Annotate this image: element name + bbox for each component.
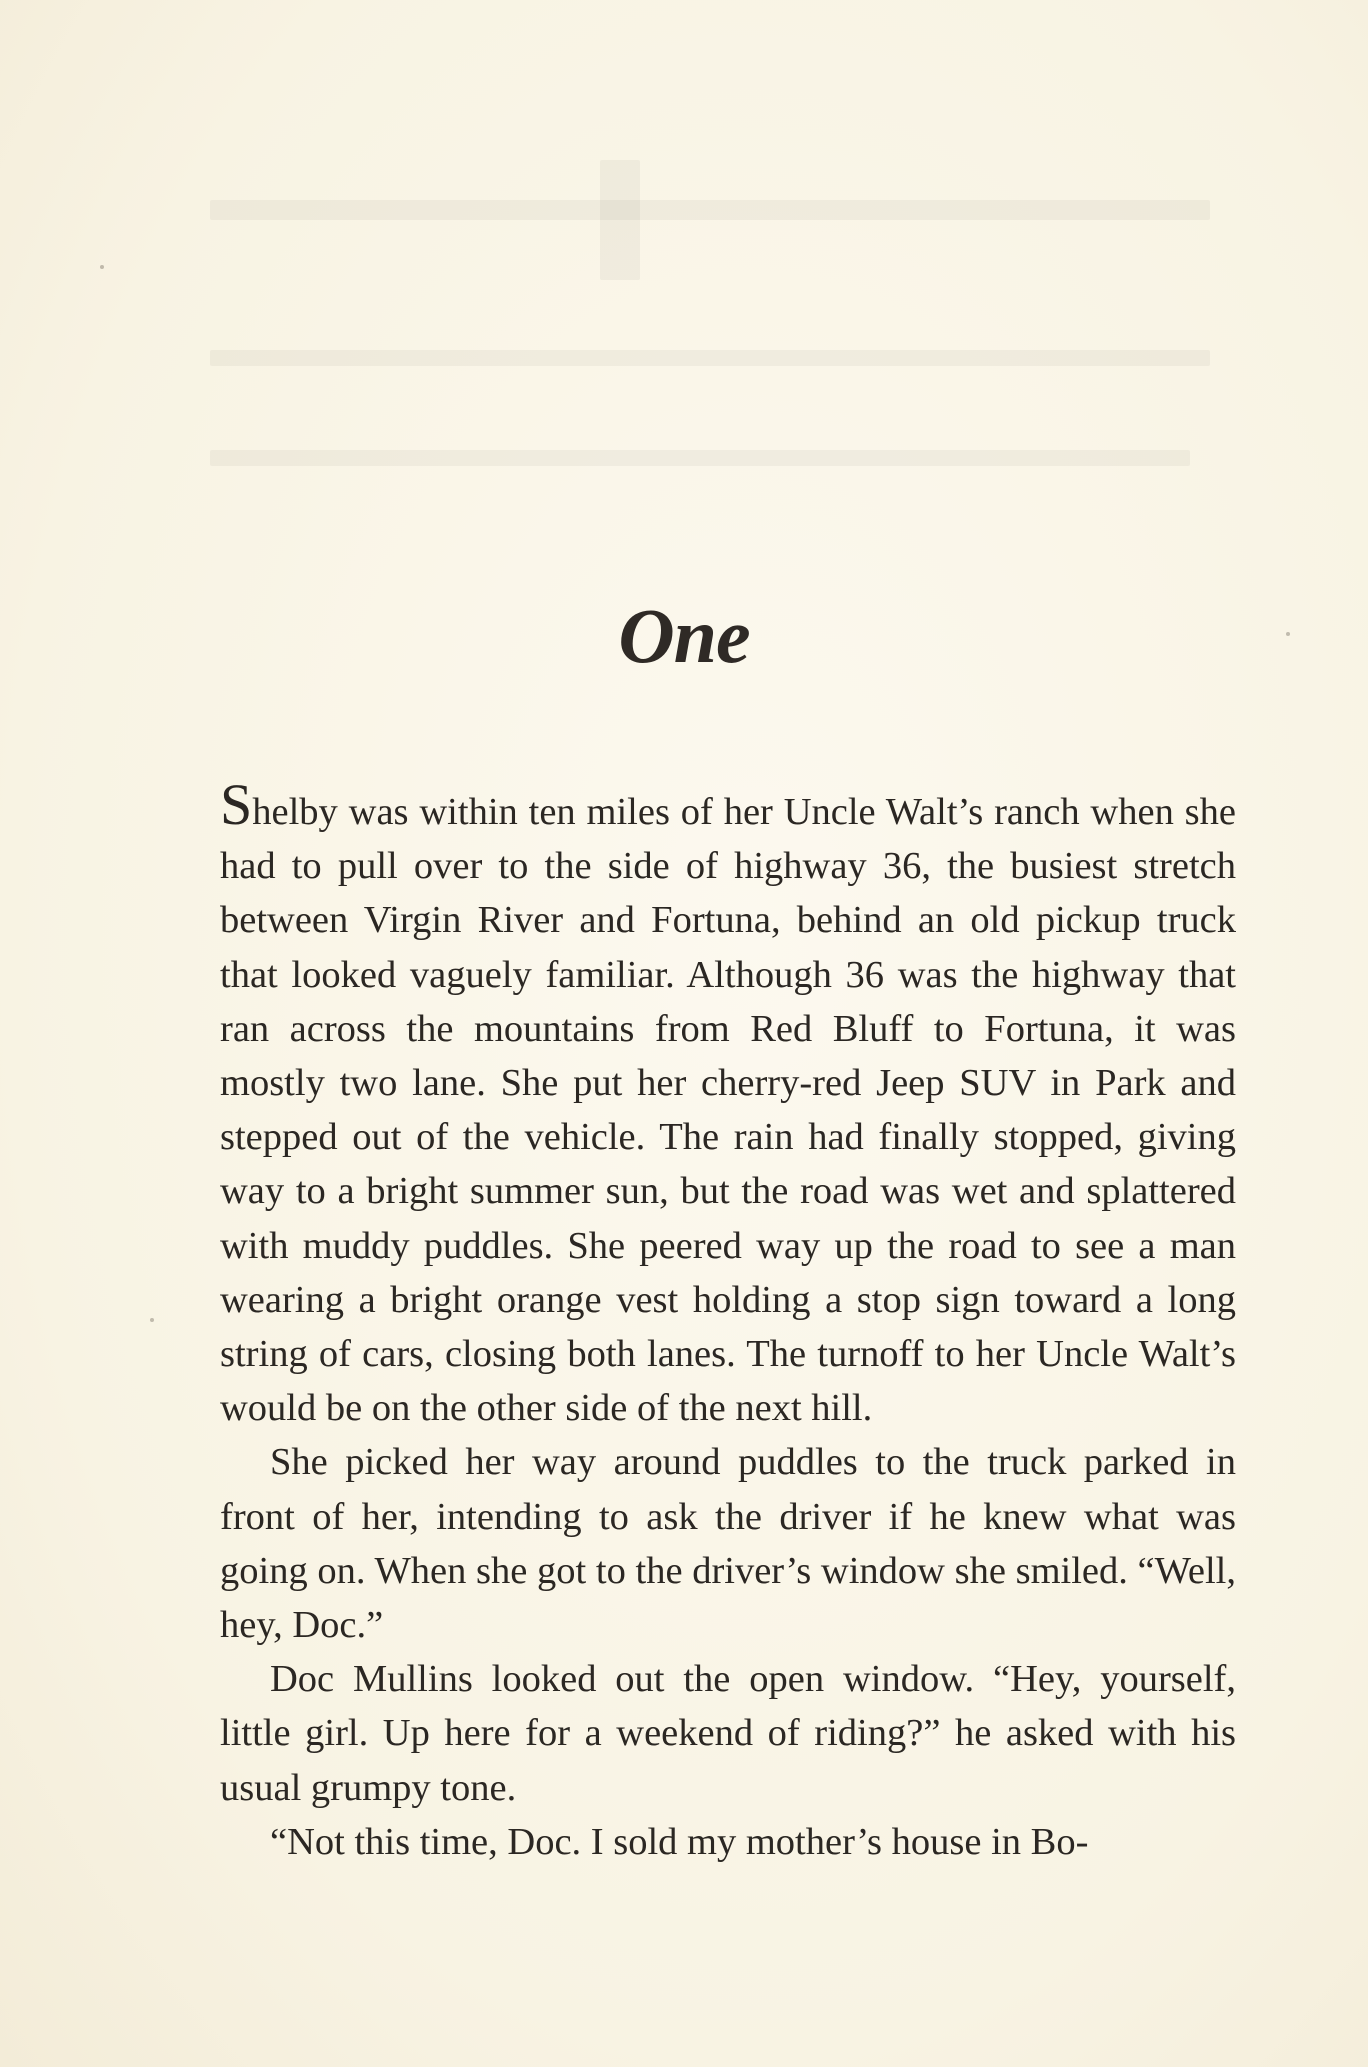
chapter-title: One (618, 592, 750, 680)
paragraph-3: Doc Mullins looked out the open window. “Hey, yourself, little girl. Up here for a weekend of riding?” he asked with his usual grumpy tone. (220, 1658, 1236, 1809)
show-through-mark (210, 450, 1190, 466)
paragraph-1 (220, 772, 1236, 1435)
paper-speck (150, 1318, 154, 1322)
show-through-mark (210, 350, 1210, 366)
chapter-body (220, 772, 1236, 1869)
paragraph-4: “Not this time, Doc. I sold my mother’s house in Bo- (270, 1820, 1089, 1863)
paragraph-1-text: helby was within ten miles of her Uncle Walt’s ranch when she had to pull over to the side of highway 36, the busiest stretch between Virgin River and Fortuna, behind an old pickup truck that looked vaguely familiar. Although 36 was the highway that ran across the mountains from Red Bluff to Fortuna, it was mostly two lane. She put her cherry-red Jeep SUV in Park and stepped out of the vehicle. The rain had finally stopped, giving way to a bright summer sun, but the road was wet and splattered with muddy puddles. She peered way up the road to see a man wearing a bright orange vest holding a stop sign toward a long string of cars, closing both lanes. The turnoff to her Uncle Walt’s would be on the other side of the next hill. (220, 791, 1236, 1430)
show-through-mark (210, 200, 1210, 220)
drop-cap: S (220, 772, 253, 837)
show-through-mark (600, 160, 640, 280)
paragraph-2: She picked her way around puddles to the truck parked in front of her, intending to ask the driver if he knew what was going on. When she got to the driver’s window she smiled. “Well, hey, Doc.” (220, 1441, 1236, 1647)
paper-speck (100, 265, 104, 269)
